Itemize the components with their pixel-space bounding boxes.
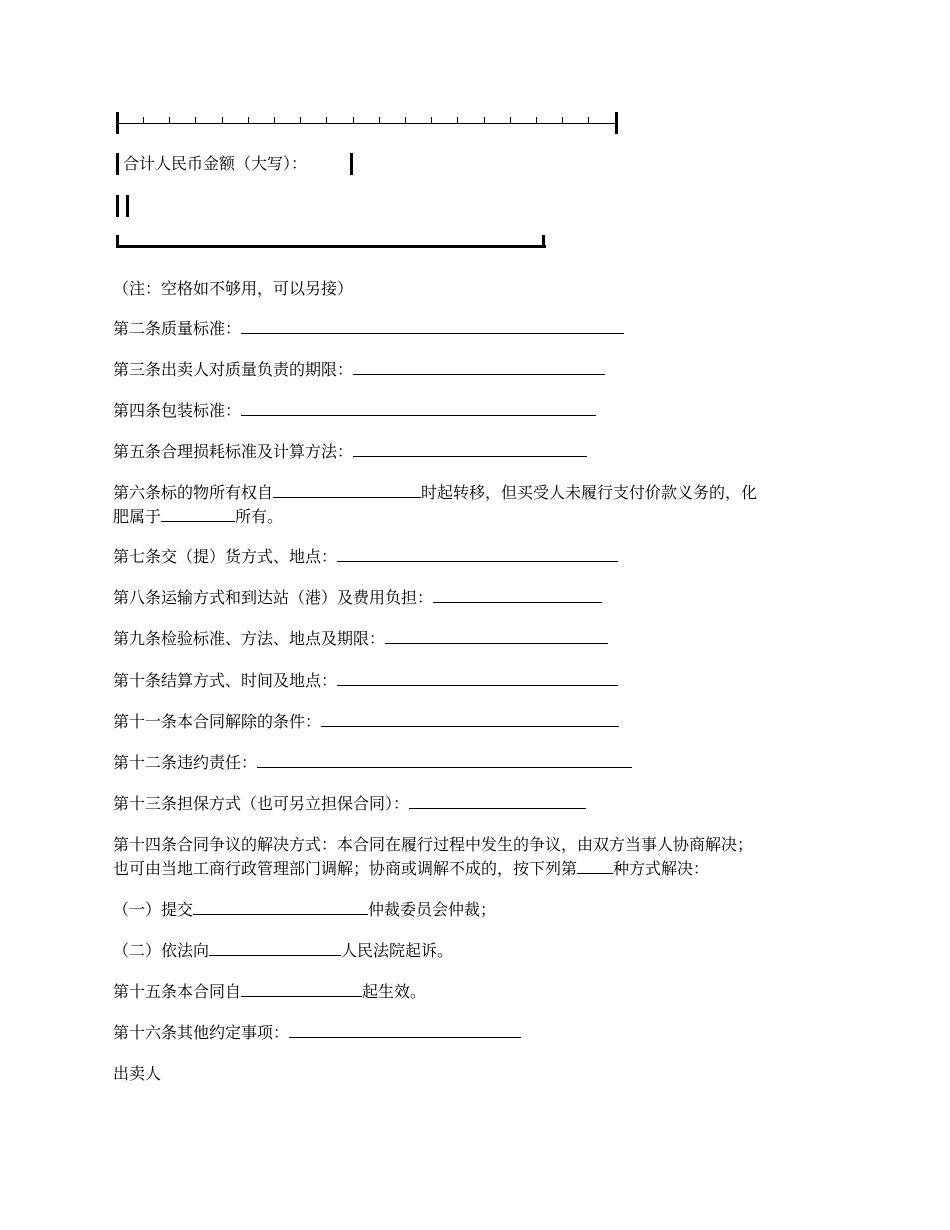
clause-14-part-b: 种方式解决：: [613, 859, 710, 878]
ruler-tick: [169, 117, 170, 124]
clause-11-blank[interactable]: [321, 711, 619, 727]
table-border-right-2: [126, 195, 129, 217]
option-1-part-a: （一）提交: [113, 900, 194, 919]
clause-3: [113, 359, 605, 381]
clause-5-label: 第五条合理损耗标准及计算方法：: [113, 442, 354, 461]
note-text: （注：空格如不够用，可以另接）: [113, 279, 354, 298]
option-1: [113, 899, 496, 921]
clause-10-blank[interactable]: [337, 670, 618, 686]
clause-7-blank[interactable]: [337, 546, 618, 562]
ruler-tick: [484, 117, 485, 124]
clause-9: [113, 628, 608, 650]
clause-3-blank[interactable]: [353, 359, 605, 375]
clause-7: [113, 546, 618, 568]
clause-6-line-1: [113, 482, 757, 504]
clause-9-label: 第九条检验标准、方法、地点及期限：: [113, 629, 386, 648]
clause-14-part-a: 也可由当地工商行政管理部门调解；协商或调解不成的，按下列第: [113, 859, 578, 878]
option-2: [113, 940, 453, 962]
clause-4-blank[interactable]: [241, 400, 596, 416]
clause-9-blank[interactable]: [385, 628, 608, 644]
clause-10-label: 第十条结算方式、时间及地点：: [113, 671, 338, 690]
clause-6-part-2: 时起转移，但买受人未履行支付价款义务的，化: [421, 483, 758, 502]
clause-8-blank[interactable]: [433, 587, 602, 603]
clause-15: [113, 981, 426, 1003]
clause-6-blank-2[interactable]: [161, 506, 235, 522]
clause-3-label: 第三条出卖人对质量负责的期限：: [113, 360, 354, 379]
clause-8: [113, 587, 602, 609]
table-bottom-border: [116, 245, 546, 248]
seller-label: 出卖人: [113, 1064, 162, 1083]
option-2-blank[interactable]: [209, 940, 341, 956]
clause-5-blank[interactable]: [353, 441, 587, 457]
clause-6-part-3: 肥属于: [113, 507, 162, 526]
clause-4-label: 第四条包装标准：: [113, 401, 242, 420]
clause-10: [113, 670, 618, 692]
clause-2-blank[interactable]: [241, 318, 624, 334]
clause-13-blank[interactable]: [409, 793, 586, 809]
ruler-tick: [379, 117, 380, 124]
option-2-part-b: 人民法院起诉。: [341, 941, 454, 960]
ruler-tick: [143, 117, 144, 124]
table-border-left-2: [116, 195, 119, 217]
ruler-line: [119, 123, 616, 124]
clause-12-blank[interactable]: [257, 752, 632, 768]
clause-6-blank-1[interactable]: [273, 482, 421, 498]
total-amount-label: 合计人民币金额（大写）：: [123, 154, 308, 173]
ruler-tick: [300, 117, 301, 124]
clause-16-label: 第十六条其他约定事项：: [113, 1023, 290, 1042]
ruler-tick: [536, 117, 537, 124]
table-bottom-right: [542, 235, 545, 248]
ruler-tick: [274, 117, 275, 124]
table-border-right: [350, 153, 353, 175]
clause-8-label: 第八条运输方式和到达站（港）及费用负担：: [113, 588, 434, 607]
clause-11-label: 第十一条本合同解除的条件：: [113, 712, 322, 731]
ruler-tick: [353, 117, 354, 124]
clause-15-blank[interactable]: [241, 981, 362, 997]
option-1-part-b: 仲裁委员会仲裁；: [368, 900, 497, 919]
clause-11: [113, 711, 619, 733]
option-2-part-a: （二）依法向: [113, 941, 210, 960]
ruler-tick: [510, 117, 511, 124]
ruler-tick: [588, 117, 589, 124]
ruler-tick: [248, 117, 249, 124]
table-border-left: [116, 153, 119, 175]
clause-4: [113, 400, 596, 422]
clause-15-part-b: 起生效。: [362, 982, 427, 1001]
clause-16-blank[interactable]: [289, 1022, 521, 1038]
ruler-tick: [326, 117, 327, 124]
clause-2-label: 第二条质量标准：: [113, 319, 242, 338]
clause-15-part-a: 第十五条本合同自: [113, 982, 242, 1001]
clause-14-blank[interactable]: [577, 858, 613, 874]
ruler-tick: [222, 117, 223, 124]
clause-12-label: 第十二条违约责任：: [113, 753, 258, 772]
ruler-tick: [562, 117, 563, 124]
option-1-blank[interactable]: [193, 899, 368, 915]
clause-14-line-2: [113, 858, 709, 880]
clause-16: [113, 1022, 521, 1044]
clause-13-label: 第十三条担保方式（也可另立担保合同）：: [113, 794, 410, 813]
clause-6-part-4: 所有。: [235, 507, 284, 526]
clause-12: [113, 752, 632, 774]
clause-7-label: 第七条交（提）货方式、地点：: [113, 547, 338, 566]
ruler-tick: [405, 117, 406, 124]
ruler-right-edge: [615, 112, 618, 134]
clause-2: [113, 318, 624, 340]
clause-13: [113, 793, 586, 815]
clause-6-line-2: [113, 506, 283, 528]
clause-14-line-1: 第十四条合同争议的解决方式：本合同在履行过程中发生的争议，由双方当事人协商解决；: [113, 835, 754, 854]
clause-5: [113, 441, 587, 463]
ruler-tick: [431, 117, 432, 124]
ruler-tick: [457, 117, 458, 124]
ruler-tick: [195, 117, 196, 124]
clause-6-part-1: 第六条标的物所有权自: [113, 483, 274, 502]
